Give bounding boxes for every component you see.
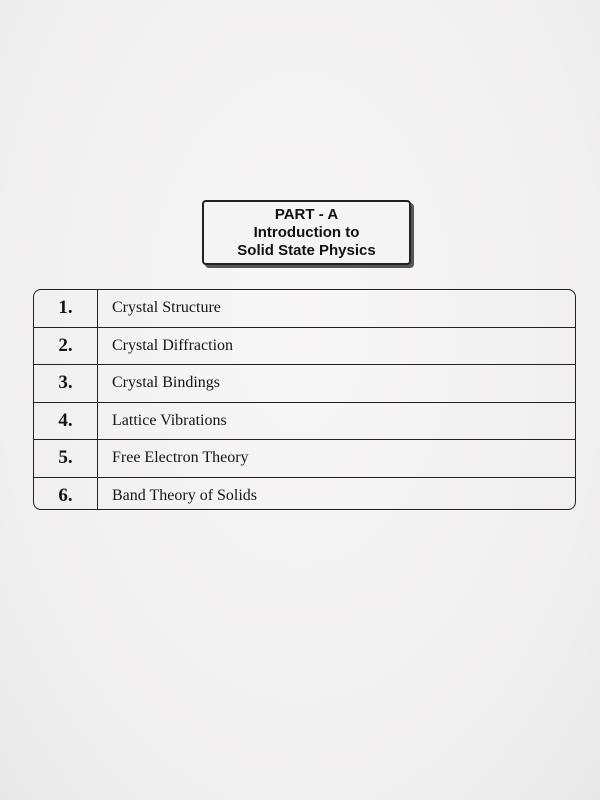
chapter-number: 3. — [34, 365, 98, 402]
part-title-box — [202, 200, 411, 265]
chapter-number: 2. — [34, 328, 98, 365]
contents-table — [33, 289, 576, 510]
part-subtitle-line-2: Solid State Physics — [237, 241, 376, 259]
contents-row — [34, 290, 575, 328]
chapter-number: 5. — [34, 440, 98, 477]
part-label: PART - A — [274, 205, 339, 223]
contents-row — [34, 365, 575, 403]
contents-row — [34, 478, 575, 511]
chapter-number: 6. — [34, 478, 98, 511]
chapter-title: Free Electron Theory — [112, 449, 249, 467]
chapter-title: Crystal Bindings — [112, 374, 221, 392]
contents-row — [34, 440, 575, 478]
contents-row — [34, 403, 575, 441]
chapter-number: 1. — [34, 290, 98, 327]
contents-row — [34, 328, 575, 366]
part-subtitle-line-1: Introduction to — [253, 223, 360, 241]
chapter-title: Band Theory of Solids — [112, 487, 258, 505]
chapter-number: 4. — [34, 403, 98, 440]
chapter-title: Crystal Structure — [112, 299, 221, 317]
chapter-title: Crystal Diffraction — [112, 336, 234, 354]
chapter-title: Lattice Vibrations — [112, 411, 227, 429]
